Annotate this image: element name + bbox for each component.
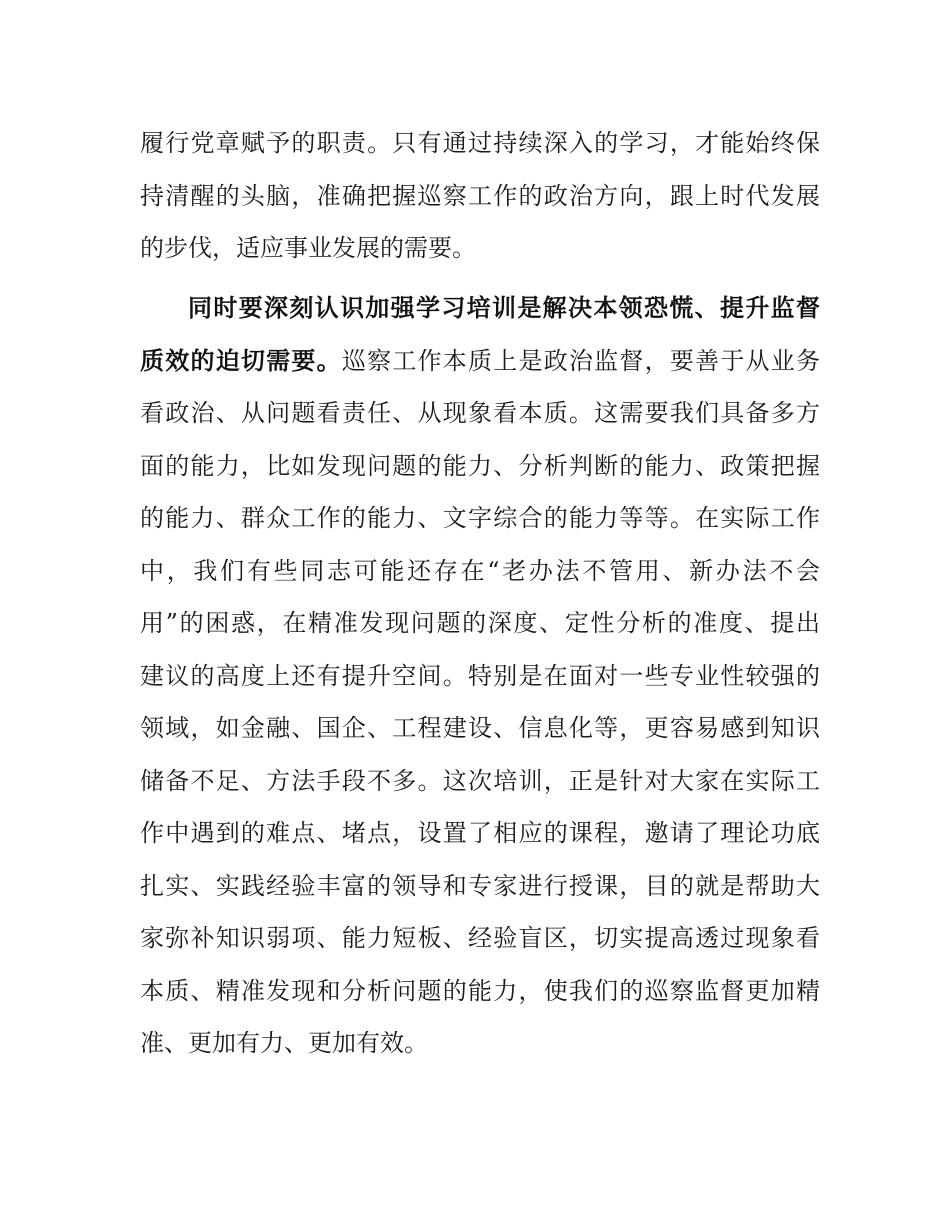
paragraph-line: 领域，如金融、国企、工程建设、信息化等，更容易感到知识 bbox=[140, 714, 820, 742]
paragraph-heading-line: 同时要深刻认识加强学习培训是解决本领恐慌、提升监督 bbox=[188, 294, 820, 322]
paragraph-line: 作中遇到的难点、堵点，设置了相应的课程，邀请了理论功底 bbox=[140, 819, 820, 847]
paragraph-line: 中，我们有些同志可能还存在“老办法不管用、新办法不会 bbox=[140, 556, 820, 585]
paragraph-line: 本质、精准发现和分析问题的能力，使我们的巡察监督更加精 bbox=[140, 976, 820, 1005]
paragraph-line: 看政治、从问题看责任、从现象看本质。这需要我们具备多方 bbox=[140, 399, 820, 427]
paragraph-line: 履行党章赋予的职责。只有通过持续深入的学习，才能始终保 bbox=[140, 129, 820, 157]
paragraph-line: 储备不足、方法手段不多。这次培训，正是针对大家在实际工 bbox=[140, 766, 820, 795]
paragraph-body-start: 巡察工作本质上是政治监督，要善于从业务 bbox=[341, 346, 821, 375]
paragraph-heading-end: 质效的迫切需要。 bbox=[140, 346, 342, 375]
paragraph-line: 面的能力，比如发现问题的能力、分析判断的能力、政策把握 bbox=[140, 451, 820, 480]
paragraph-line: 的能力、群众工作的能力、文字综合的能力等等。在实际工作 bbox=[140, 504, 820, 532]
paragraph-line-mixed bbox=[140, 335, 820, 388]
paragraph-line: 用”的困惑，在精准发现问题的深度、定性分析的准度、提出 bbox=[140, 609, 820, 637]
paragraph-1 bbox=[140, 117, 820, 275]
paragraph-line: 的步伐，适应事业发展的需要。 bbox=[140, 234, 476, 262]
paragraph-2 bbox=[140, 282, 820, 1070]
paragraph-line: 扎实、实践经验丰富的领导和专家进行授课，目的就是帮助大 bbox=[140, 871, 820, 900]
paragraph-line: 持清醒的头脑，准确把握巡察工作的政治方向，跟上时代发展 bbox=[140, 181, 820, 210]
paragraph-line: 准、更加有力、更加有效。 bbox=[140, 1029, 428, 1057]
paragraph-line: 家弥补知识弱项、能力短板、经验盲区，切实提高透过现象看 bbox=[140, 924, 820, 952]
paragraph-line: 建议的高度上还有提升空间。特别是在面对一些专业性较强的 bbox=[140, 661, 820, 690]
